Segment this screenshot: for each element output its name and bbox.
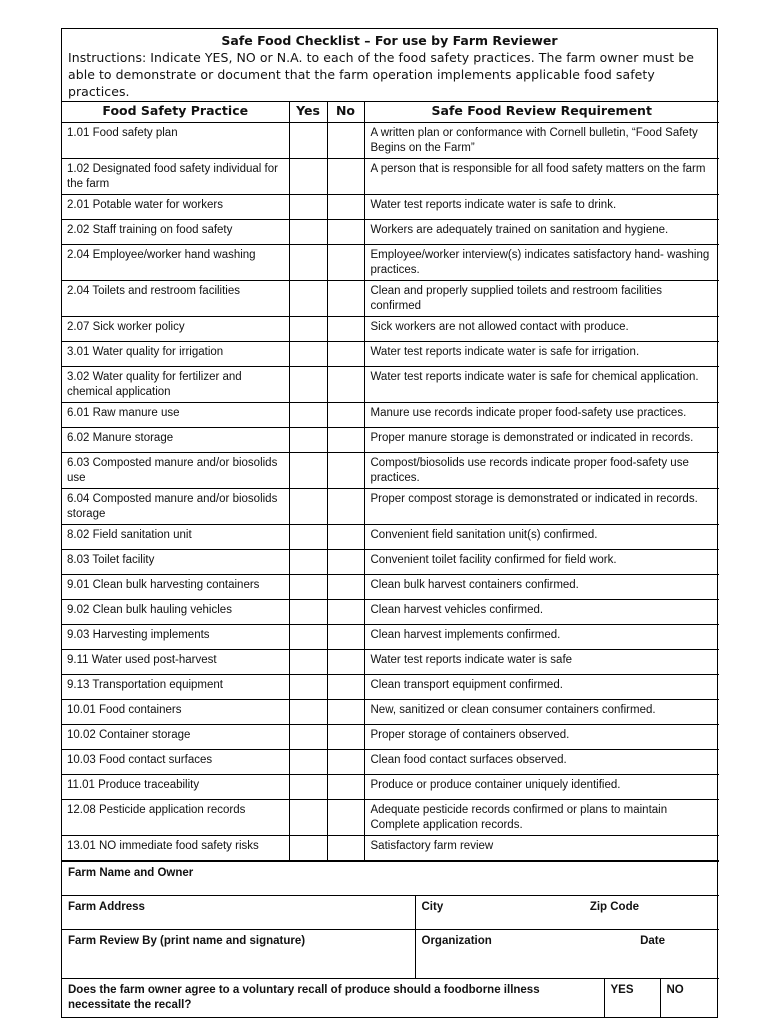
requirement-cell: Clean and properly supplied toilets and restroom facilities confirmed — [364, 281, 719, 317]
no-checkbox-cell[interactable] — [327, 195, 364, 220]
recall-no-label: NO — [666, 984, 684, 996]
checklist-row — [62, 281, 719, 317]
recall-yes-label: YES — [610, 984, 634, 996]
no-checkbox-cell[interactable] — [327, 342, 364, 367]
practice-cell: 10.01 Food containers — [62, 700, 289, 725]
farm-name-owner-label: Farm Name and Owner — [68, 867, 194, 879]
requirement-cell: Water test reports indicate water is safe to drink. — [364, 195, 719, 220]
practice-cell: 9.03 Harvesting implements — [62, 625, 289, 650]
checklist-row — [62, 489, 719, 525]
requirement-cell: Clean transport equipment confirmed. — [364, 675, 719, 700]
zip-code-label: Zip Code — [589, 901, 640, 913]
requirement-cell: Water test reports indicate water is safe — [364, 650, 719, 675]
no-checkbox-cell[interactable] — [327, 550, 364, 575]
city-label: City — [421, 901, 444, 913]
yes-checkbox-cell[interactable] — [289, 600, 327, 625]
practice-cell: 6.03 Composted manure and/or biosolids use — [62, 453, 289, 489]
practice-cell: 8.03 Toilet facility — [62, 550, 289, 575]
requirement-cell: Convenient toilet facility confirmed for field work. — [364, 550, 719, 575]
no-checkbox-cell[interactable] — [327, 700, 364, 725]
requirement-cell: Adequate pesticide records confirmed or plans to maintain Complete application records. — [364, 800, 719, 836]
form-instructions: Instructions: Indicate YES, NO or N.A. to each of the food safety practices. The farm owner must be able to demonstrate or document that the farm operation implements applicable food safety practices. — [68, 50, 694, 99]
no-checkbox-cell[interactable] — [327, 123, 364, 159]
yes-checkbox-cell[interactable] — [289, 836, 327, 861]
form-title: Safe Food Checklist – For use by Farm Reviewer — [221, 33, 558, 48]
farm-name-row — [62, 862, 719, 896]
farm-address-row — [62, 896, 719, 930]
checklist-row — [62, 650, 719, 675]
yes-checkbox-cell[interactable] — [289, 367, 327, 403]
requirement-cell: Proper manure storage is demonstrated or indicated in records. — [364, 428, 719, 453]
yes-checkbox-cell[interactable] — [289, 453, 327, 489]
recall-row — [62, 979, 719, 1018]
checklist-row — [62, 403, 719, 428]
col-header-no: No — [327, 102, 364, 123]
practice-cell: 9.02 Clean bulk hauling vehicles — [62, 600, 289, 625]
practice-cell: 8.02 Field sanitation unit — [62, 525, 289, 550]
safe-food-checklist-form — [61, 28, 718, 1018]
col-header-practice: Food Safety Practice — [62, 102, 289, 123]
no-checkbox-cell[interactable] — [327, 220, 364, 245]
requirement-cell: Produce or produce container uniquely identified. — [364, 775, 719, 800]
requirement-cell: Sick workers are not allowed contact with produce. — [364, 317, 719, 342]
no-checkbox-cell[interactable] — [327, 403, 364, 428]
no-checkbox-cell[interactable] — [327, 725, 364, 750]
col-header-requirement: Safe Food Review Requirement — [364, 102, 719, 123]
farm-name-owner-field[interactable] — [62, 862, 719, 896]
requirement-cell: Clean bulk harvest containers confirmed. — [364, 575, 719, 600]
requirement-cell: Employee/worker interview(s) indicates satisfactory hand- washing practices. — [364, 245, 719, 281]
yes-checkbox-cell[interactable] — [289, 625, 327, 650]
requirement-cell: Clean harvest implements confirmed. — [364, 625, 719, 650]
requirement-cell: A person that is responsible for all food safety matters on the farm — [364, 159, 719, 195]
no-checkbox-cell[interactable] — [327, 650, 364, 675]
practice-cell: 2.01 Potable water for workers — [62, 195, 289, 220]
no-checkbox-cell[interactable] — [327, 453, 364, 489]
checklist-row — [62, 220, 719, 245]
city-zip-field[interactable] — [415, 896, 719, 930]
no-checkbox-cell[interactable] — [327, 575, 364, 600]
checklist-row — [62, 675, 719, 700]
review-info-table — [62, 861, 719, 1017]
checklist-row — [62, 625, 719, 650]
practice-cell: 12.08 Pesticide application records — [62, 800, 289, 836]
no-checkbox-cell[interactable] — [327, 800, 364, 836]
checklist-table — [62, 101, 719, 861]
yes-checkbox-cell[interactable] — [289, 403, 327, 428]
organization-date-field[interactable] — [415, 930, 719, 979]
practice-cell: 2.04 Employee/worker hand washing — [62, 245, 289, 281]
practice-cell: 1.02 Designated food safety individual for the farm — [62, 159, 289, 195]
yes-checkbox-cell[interactable] — [289, 525, 327, 550]
no-checkbox-cell[interactable] — [327, 281, 364, 317]
yes-checkbox-cell[interactable] — [289, 800, 327, 836]
practice-cell: 2.04 Toilets and restroom facilities — [62, 281, 289, 317]
recall-no-field[interactable] — [660, 979, 719, 1018]
checklist-row — [62, 245, 719, 281]
no-checkbox-cell[interactable] — [327, 836, 364, 861]
yes-checkbox-cell[interactable] — [289, 195, 327, 220]
no-checkbox-cell[interactable] — [327, 750, 364, 775]
checklist-row — [62, 800, 719, 836]
yes-checkbox-cell[interactable] — [289, 489, 327, 525]
checklist-row — [62, 123, 719, 159]
yes-checkbox-cell[interactable] — [289, 700, 327, 725]
yes-checkbox-cell[interactable] — [289, 775, 327, 800]
recall-yes-field[interactable] — [604, 979, 660, 1018]
yes-checkbox-cell[interactable] — [289, 159, 327, 195]
checklist-row — [62, 342, 719, 367]
no-checkbox-cell[interactable] — [327, 317, 364, 342]
yes-checkbox-cell[interactable] — [289, 650, 327, 675]
checklist-body — [62, 123, 719, 861]
yes-checkbox-cell[interactable] — [289, 281, 327, 317]
date-label: Date — [640, 935, 666, 947]
practice-cell: 1.01 Food safety plan — [62, 123, 289, 159]
checklist-row — [62, 159, 719, 195]
requirement-cell: Convenient field sanitation unit(s) confirmed. — [364, 525, 719, 550]
farm-address-field[interactable] — [62, 896, 415, 930]
organization-label: Organization — [421, 935, 492, 947]
yes-checkbox-cell[interactable] — [289, 428, 327, 453]
practice-cell: 2.02 Staff training on food safety — [62, 220, 289, 245]
yes-checkbox-cell[interactable] — [289, 220, 327, 245]
checklist-row — [62, 700, 719, 725]
checklist-row — [62, 195, 719, 220]
no-checkbox-cell[interactable] — [327, 245, 364, 281]
requirement-cell: Satisfactory farm review — [364, 836, 719, 861]
requirement-cell: Compost/biosolids use records indicate proper food-safety use practices. — [364, 453, 719, 489]
yes-checkbox-cell[interactable] — [289, 725, 327, 750]
yes-checkbox-cell[interactable] — [289, 575, 327, 600]
practice-cell: 9.01 Clean bulk harvesting containers — [62, 575, 289, 600]
requirement-cell: Water test reports indicate water is safe for irrigation. — [364, 342, 719, 367]
practice-cell: 10.02 Container storage — [62, 725, 289, 750]
requirement-cell: Proper compost storage is demonstrated or indicated in records. — [364, 489, 719, 525]
checklist-row — [62, 775, 719, 800]
checklist-row — [62, 453, 719, 489]
practice-cell: 13.01 NO immediate food safety risks — [62, 836, 289, 861]
requirement-cell: Manure use records indicate proper food-safety use practices. — [364, 403, 719, 428]
yes-checkbox-cell[interactable] — [289, 675, 327, 700]
checklist-row — [62, 550, 719, 575]
practice-cell: 10.03 Food contact surfaces — [62, 750, 289, 775]
no-checkbox-cell[interactable] — [327, 428, 364, 453]
practice-cell: 11.01 Produce traceability — [62, 775, 289, 800]
practice-cell: 9.11 Water used post-harvest — [62, 650, 289, 675]
practice-cell: 6.01 Raw manure use — [62, 403, 289, 428]
recall-question: Does the farm owner agree to a voluntary recall of produce should a foodborne illness necessitate the recall? — [62, 979, 604, 1018]
requirement-cell: Clean food contact surfaces observed. — [364, 750, 719, 775]
checklist-row — [62, 836, 719, 861]
requirement-cell: A written plan or conformance with Cornell bulletin, “Food Safety Begins on the Farm” — [364, 123, 719, 159]
checklist-row — [62, 600, 719, 625]
yes-checkbox-cell[interactable] — [289, 342, 327, 367]
no-checkbox-cell[interactable] — [327, 489, 364, 525]
yes-checkbox-cell[interactable] — [289, 550, 327, 575]
col-header-yes: Yes — [289, 102, 327, 123]
checklist-row — [62, 525, 719, 550]
practice-cell: 6.04 Composted manure and/or biosolids storage — [62, 489, 289, 525]
practice-cell: 9.13 Transportation equipment — [62, 675, 289, 700]
review-by-label: Farm Review By (print name and signature) — [68, 935, 306, 947]
no-checkbox-cell[interactable] — [327, 159, 364, 195]
requirement-cell: Water test reports indicate water is safe for chemical application. — [364, 367, 719, 403]
checklist-header-row — [62, 102, 719, 123]
no-checkbox-cell[interactable] — [327, 367, 364, 403]
review-by-field[interactable] — [62, 930, 415, 979]
checklist-row — [62, 750, 719, 775]
requirement-cell: New, sanitized or clean consumer containers confirmed. — [364, 700, 719, 725]
no-checkbox-cell[interactable] — [327, 525, 364, 550]
practice-cell: 6.02 Manure storage — [62, 428, 289, 453]
yes-checkbox-cell[interactable] — [289, 317, 327, 342]
farm-address-label: Farm Address — [68, 901, 145, 913]
yes-checkbox-cell[interactable] — [289, 123, 327, 159]
checklist-row — [62, 725, 719, 750]
yes-checkbox-cell[interactable] — [289, 245, 327, 281]
no-checkbox-cell[interactable] — [327, 600, 364, 625]
checklist-row — [62, 575, 719, 600]
practice-cell: 2.07 Sick worker policy — [62, 317, 289, 342]
practice-cell: 3.02 Water quality for fertilizer and chemical application — [62, 367, 289, 403]
checklist-row — [62, 317, 719, 342]
practice-cell: 3.01 Water quality for irrigation — [62, 342, 289, 367]
yes-checkbox-cell[interactable] — [289, 750, 327, 775]
checklist-row — [62, 428, 719, 453]
review-by-row — [62, 930, 719, 979]
requirement-cell: Clean harvest vehicles confirmed. — [364, 600, 719, 625]
requirement-cell: Proper storage of containers observed. — [364, 725, 719, 750]
requirement-cell: Workers are adequately trained on sanitation and hygiene. — [364, 220, 719, 245]
checklist-row — [62, 367, 719, 403]
no-checkbox-cell[interactable] — [327, 775, 364, 800]
no-checkbox-cell[interactable] — [327, 625, 364, 650]
no-checkbox-cell[interactable] — [327, 675, 364, 700]
